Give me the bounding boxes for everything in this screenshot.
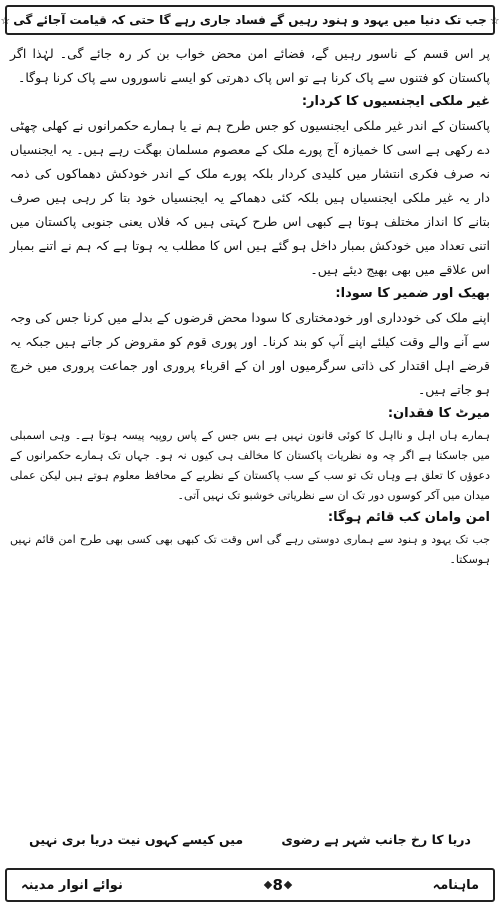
page-number (265, 876, 291, 894)
section-heading-peace: امن وامان کب قائم ہوگا: (327, 510, 490, 525)
footer-magazine-label: ماہنامہ (432, 877, 479, 893)
section-heading-merit: میرٹ کا فقدان: (387, 406, 490, 421)
footer-banner (5, 868, 495, 902)
poem-line-1: دریا کا رخ جانب شہر ہے رضوی (281, 832, 471, 847)
poem-couplet (10, 832, 490, 847)
diamond-icon (263, 881, 271, 889)
diamond-icon (284, 881, 292, 889)
page-number-value: 8 (272, 876, 283, 894)
footer-magazine-title: نوائے انوار مدینہ (21, 877, 123, 893)
paragraph-begging: اپنے ملک کی خودداری اور خودمختاری کا سودا محض قرضوں کے بدلے میں کرنا جس کی وجہ سے آنے والے وقت کیلئے اپنے آپ کو بند کرنا۔ اور پوری قوم کو مقروض کر جاتے ہیں جبکہ یہ قرضے اہل اقتدار کی ذاتی سرگرمیوں اور ان کے اقرباء پروری اور جماعت پروری میں خرچ ہو جاتے ہیں۔ (10, 310, 490, 397)
article-body (10, 42, 490, 570)
paragraph-merit: ہمارے ہاں اہل و نااہل کا کوئی قانون نہیں ہے بس جس کے پاس روپیہ پیسہ ہوتا ہے۔ وہی اسمبلی میں جاسکتا ہے اگر چہ وہ نظریات پاکستان کا مخالف ہی کیوں نہ ہو۔ جہاں تک ہمارے حکمرانوں کے دعوؤں کا تعلق ہے وہاں تک تو سب کے سب پاکستان کے نظریے کے محافظ معلوم ہوتے ہیں لیکن عملی میدان میں آکر کوسوں دور تک ان سے نظریاتی خوشبو تک نہیں آتی۔ (10, 429, 490, 502)
section-heading-foreign-agencies: غیر ملکی ایجنسیوں کا کردار: (301, 94, 490, 109)
star-icon: ☆ (489, 13, 500, 27)
poem-line-2: میں کیسے کہوں نیت دریا بری نہیں (29, 832, 244, 847)
paragraph-foreign-agencies: پاکستان کے اندر غیر ملکی ایجنسیوں کو جس طرح ہم نے یا ہمارے حکمرانوں نے کھلی چھٹی دے رکھی ہے اسی کا خمیازہ آج پورے ملک کے معصوم مسلمان بھگت رہے ہیں۔ یہ ایجنسیاں نہ صرف فکری انتشار میں کلیدی کردار بلکہ پورے ملک کے اندر خودکش دھماکوں کی ذمہ دار یہ غیر ملکی ایجنسیاں ہیں بلکہ کئی دھماکے یہ ایجنسیاں خود بتا کر رہی ہیں صرف بتانے کا انداز مختلف ہوتا ہے کبھی اس طرح کہتی ہیں کہ فلاں یعنی جنوبی پاکستان میں اتنی تعداد میں خودکش بمبار داخل ہو گئے ہیں اس کا مطلب یہ ہوتا ہے کہ ہم نے اتنے بمبار اس علاقے میں بھی بھیج دیئے ہیں۔ (10, 118, 490, 277)
header-banner (0, 5, 500, 35)
intro-paragraph: پر اس قسم کے ناسور رہیں گے، فضائے امن محض خواب بن کر رہ جائے گی۔ لہٰذا اگر پاکستان کو فتنوں سے پاک کرنا ہے تو اس پاک دھرتی کو ایسے ناسوروں سے پاک کرنا ہوگا۔ (10, 46, 490, 85)
paragraph-peace: جب تک یہود و ہنود سے ہماری دوستی رہے گی اس وقت تک کبھی بھی کسی بھی طرح امن قائم نہیں ہوسکتا۔ (10, 533, 490, 566)
star-icon: ☆ (0, 13, 11, 27)
header-text: جب تک دنیا میں یہود و ہنود رہیں گے فساد جاری رہے گا حتی کہ قیامت آجائے گی (13, 13, 487, 27)
section-heading-begging: بھیک اور ضمیر کا سودا: (335, 286, 490, 301)
